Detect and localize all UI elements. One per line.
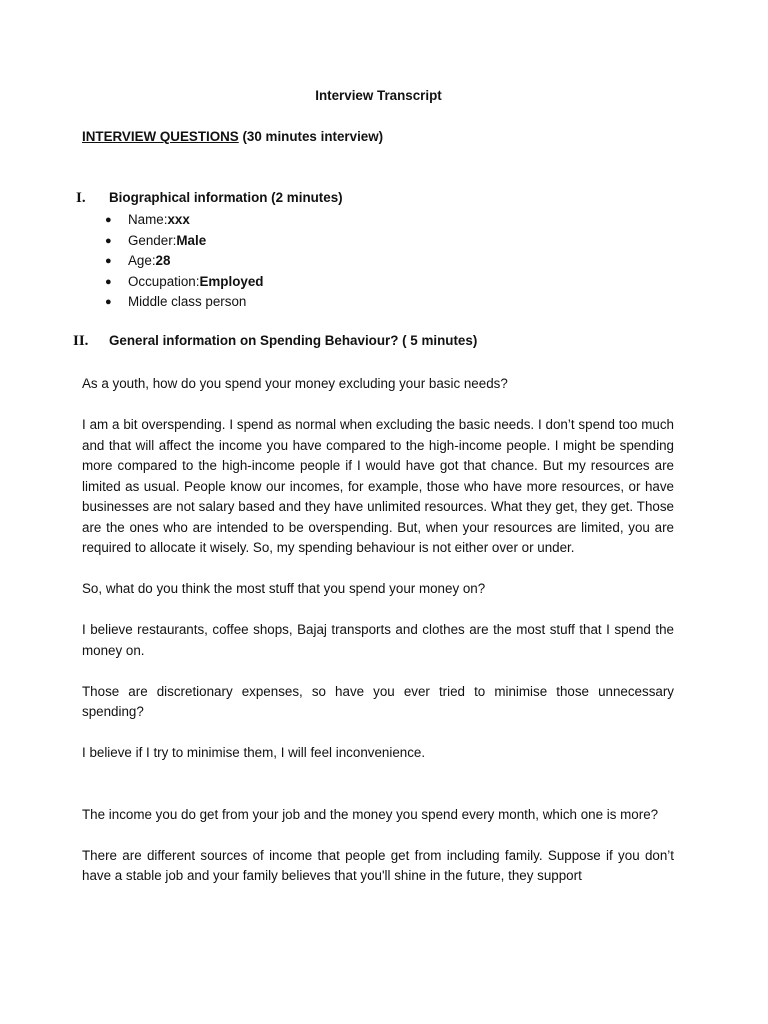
list-item — [105, 231, 263, 252]
bullet-icon: ● — [105, 214, 112, 226]
bullet-icon: ● — [105, 275, 112, 288]
interview-questions-heading — [82, 129, 383, 144]
answer-paragraph: I am a bit overspending. I spend as normal when excluding the basic needs. I don’t spend too much and that will affect the income you have compared to the high-income people. I might be spending more compared to the high-income people if I would have got that chance. But my resources are limited as usual. People know our incomes, for example, those who have more resources, or have businesses are not salary based and they have unlimited resources. What they get, they get. Those are the ones who are intended to be overspending. But, when your resources are limited, you are required to allocate it wisely. So, my spending behaviour is not either over or under. — [82, 417, 674, 555]
section-1-title: Biographical information (2 minutes) — [109, 190, 343, 205]
answer-paragraph: I believe if I try to minimise them, I will feel inconvenience. — [82, 745, 426, 760]
section-2-title: General information on Spending Behaviour? ( 5 minutes) — [109, 333, 478, 348]
item-value: Employed — [199, 273, 264, 289]
section-1-heading — [76, 190, 343, 207]
question-paragraph: As a youth, how do you spend your money excluding your basic needs? — [82, 376, 508, 391]
interview-duration: (30 minutes interview) — [238, 129, 384, 144]
item-label: Age: — [128, 253, 156, 268]
answer-paragraph: I believe restaurants, coffee shops, Bajaj transports and clothes are the most stuff that I spend the money on. — [82, 622, 674, 658]
section-1-numeral: I. — [76, 190, 86, 206]
list-item — [105, 210, 263, 231]
item-value: 28 — [155, 253, 171, 268]
item-label: Middle class person — [128, 294, 247, 309]
document-title: Interview Transcript — [315, 88, 442, 103]
section-2-numeral: II. — [73, 333, 89, 349]
answer-paragraph: There are different sources of income that people get from including family. Suppose if you don’t have a stable job and your family believes that you'll shine in the future, they support — [82, 847, 674, 883]
bullet-icon: ● — [105, 296, 112, 308]
item-label: Gender: — [128, 232, 177, 248]
list-item — [105, 292, 263, 313]
question-paragraph: The income you do get from your job and the money you spend every month, which one is more? — [82, 806, 659, 822]
list-item — [105, 251, 263, 272]
item-value: Male — [176, 232, 207, 248]
item-label: Occupation: — [128, 273, 200, 289]
list-item — [105, 272, 263, 293]
bullet-icon: ● — [105, 234, 112, 247]
biographical-list — [105, 210, 263, 313]
section-2-heading — [73, 333, 477, 350]
interview-questions-label: INTERVIEW QUESTIONS — [82, 129, 239, 144]
item-label: Name: — [128, 212, 168, 227]
question-paragraph: Those are discretionary expenses, so have you ever tried to minimise those unnecessary spending? — [82, 683, 674, 719]
item-value: xxx — [167, 212, 190, 227]
transcript-body — [82, 374, 674, 907]
bullet-icon: ● — [105, 255, 112, 267]
question-paragraph: So, what do you think the most stuff that you spend your money on? — [82, 581, 486, 596]
